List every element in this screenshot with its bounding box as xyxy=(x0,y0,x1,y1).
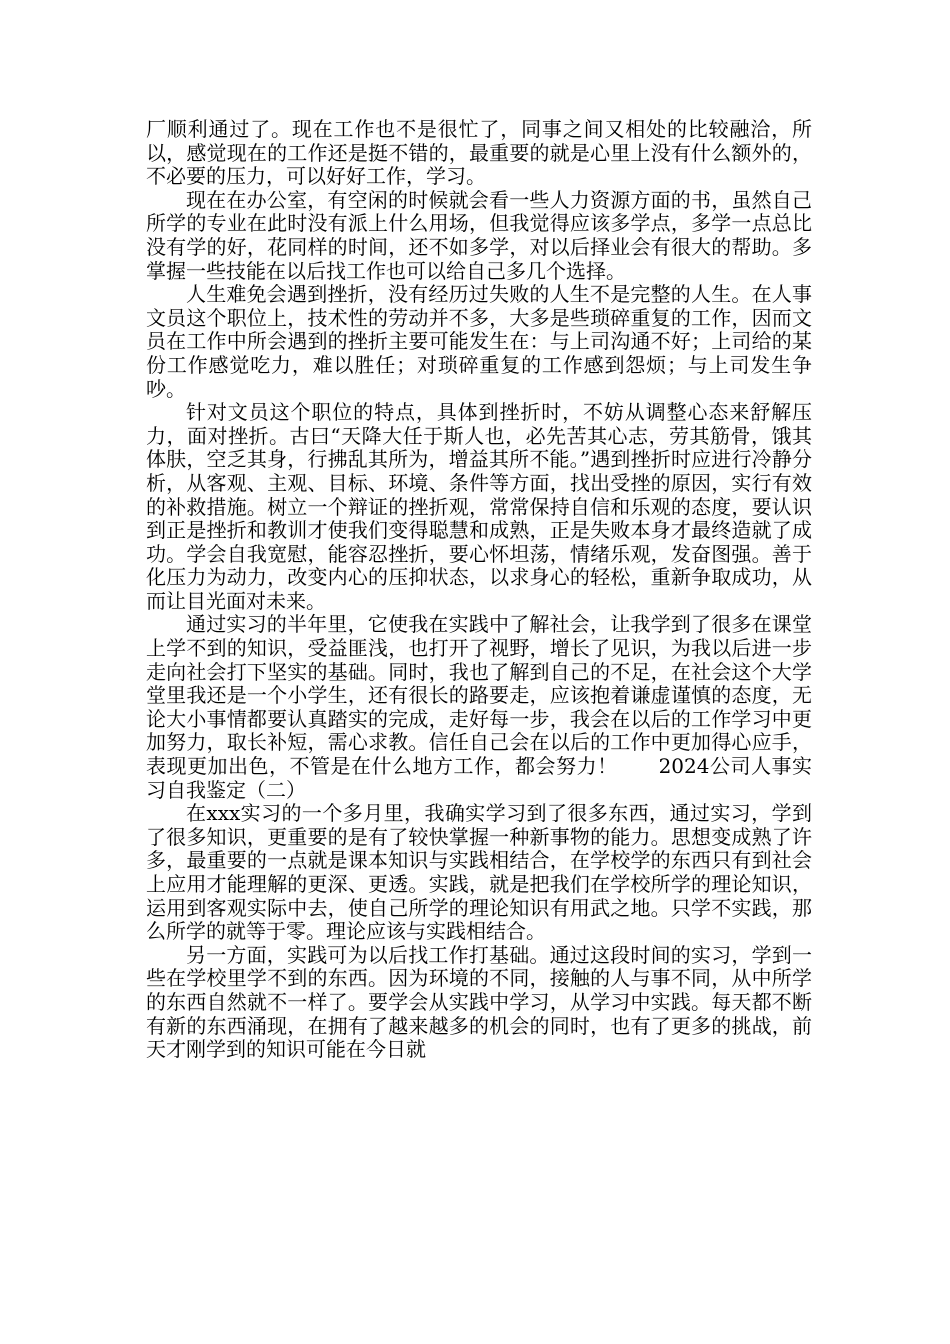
paragraph-coping: 针对文员这个职位的特点，具体到挫折时，不妨从调整心态来舒解压力，面对挫折。古曰“天降大任于斯人也，必先苦其心志，劳其筋骨，饿其体肤，空乏其身，行拂乱其所为，增益其所不能。”遇到挫折时应进行冷静分析，从客观、主观、目标、环境、条件等方面，找出受挫的原因，实行有效的补救措施。树立一个辩证的挫折观，常常保持自信和乐观的态度，要认识到正是挫折和教训才使我们变得聪慧和成熟，正是失败本身才最终造就了成功。学会自我宽慰，能容忍挫折，要心怀坦荡，情绪乐观，发奋图强。善于化压力为动力，改变内心的压抑状态，以求身心的轻松，重新争取成功，从而让目光面对未来。 xyxy=(146,400,812,613)
paragraph-setbacks: 人生难免会遇到挫折，没有经历过失败的人生不是完整的人生。在人事文员这个职位上，技术性的劳动并不多，大多是些琐碎重复的工作，因而文员在工作中所会遇到的挫折主要可能发生在：与上司沟通不好；上司给的某份工作感觉吃力，难以胜任；对琐碎重复的工作感到怨烦；与上司发生争吵。 xyxy=(146,282,812,401)
paragraph-practice-foundation: 另一方面，实践可为以后找工作打基础。通过这段时间的实习，学到一些在学校里学不到的东西。因为环境的不同，接触的人与事不同，从中所学的东西自然就不一样了。要学会从实践中学习，从学习中实践。每天都不断有新的东西涌现，在拥有了越来越多的机会的同时，也有了更多的挑战，前天才刚学到的知识可能在今日就 xyxy=(146,942,812,1062)
paragraph-office-study: 现在在办公室，有空闲的时候就会看一些人力资源方面的书，虽然自己所学的专业在此时没有派上什么用场，但我觉得应该多学点，多学一点总比没有学的好，花同样的时间，还不如多学，对以后择业会有很大的帮助。多掌握一些技能在以后找工作也可以给自己多几个选择。 xyxy=(146,187,812,283)
document-body xyxy=(146,118,812,1062)
paragraph-half-year-summary: 通过实习的半年里，它使我在实践中了解社会，让我学到了很多在课堂上学不到的知识，受益匪浅，也打开了视野，增长了见识，为我以后进一步走向社会打下坚实的基础。同时，我也了解到自己的不足，在社会这个大学堂里我还是一个小学生，还有很长的路要走，应该抱着谦虚谨慎的态度，无论大小事情都要认真踏实的完成，走好每一步，我会在以后的工作学习中更加努力，取长补短，需心求教。信任自己会在以后的工作中更加得心应手，表现更加出色，不管是在什么地方工作，都会努力！ 2024公司人事实习自我鉴定（二） xyxy=(146,612,812,802)
paragraph-continuation: 厂顺利通过了。现在工作也不是很忙了，同事之间又相处的比较融洽，所以，感觉现在的工作还是挺不错的，最重要的就是心里上没有什么额外的，不必要的压力，可以好好工作，学习。 xyxy=(146,117,812,189)
paragraph-xxx-internship: 在xxx实习的一个多月里，我确实学习到了很多东西，通过实习，学到了很多知识，更重要的是有了较快掌握一种新事物的能力。思想变成熟了许多，最重要的一点就是课本知识与实践相结合，在学校学的东西只有到社会上应用才能理解的更深、更透。实践，就是把我们在学校所学的理论知识，运用到客观实际中去，使自己所学的理论知识有用武之地。只学不实践，那么所学的就等于零。理论应该与实践相结合。 xyxy=(146,801,812,944)
